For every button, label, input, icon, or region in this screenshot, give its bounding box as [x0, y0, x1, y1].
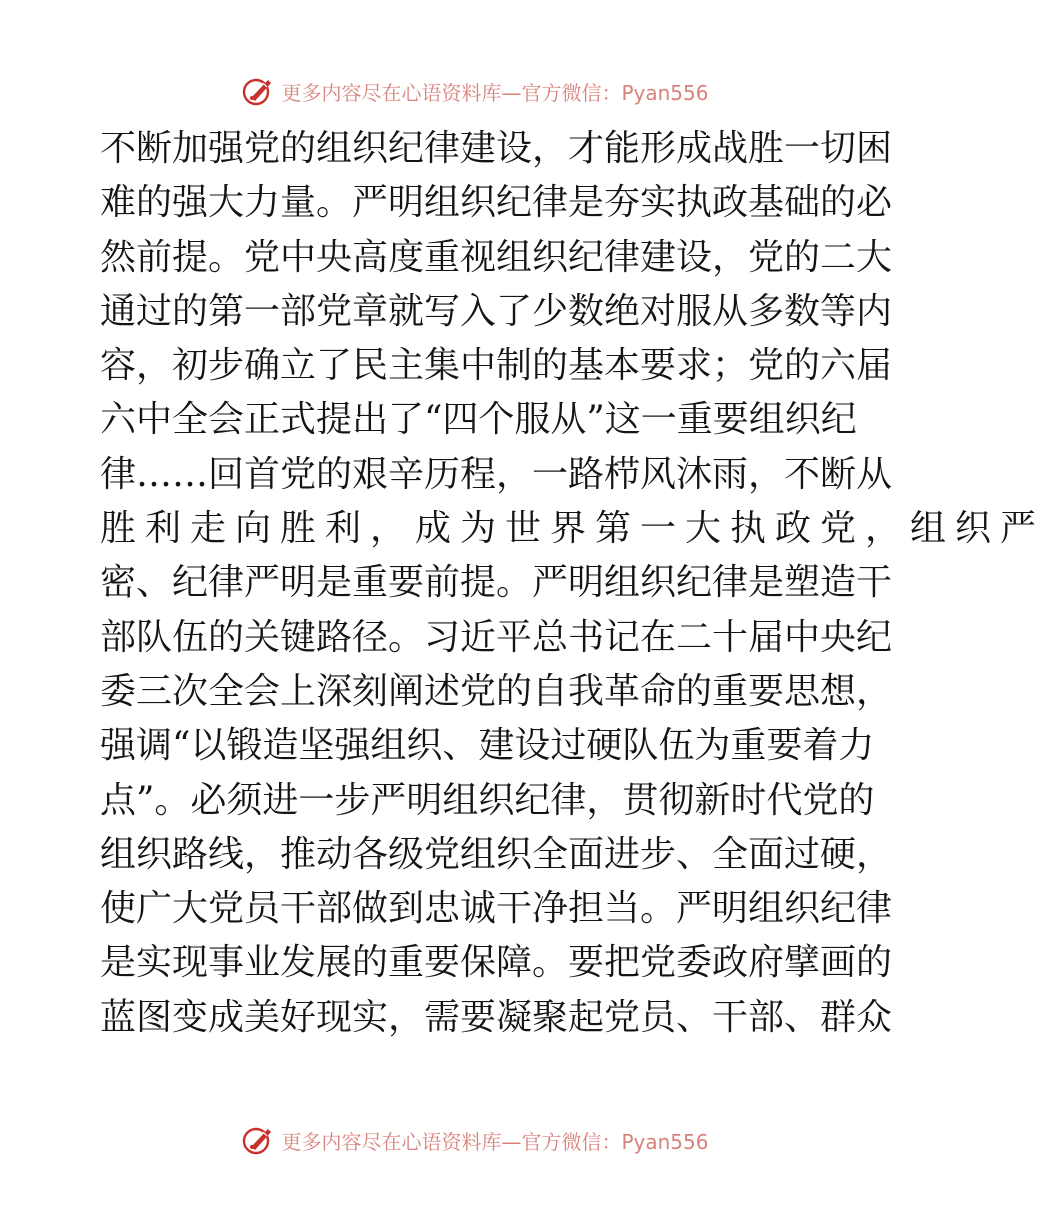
watermark-text: 更多内容尽在心语资料库—官方微信：Pyan556: [281, 1129, 709, 1154]
paragraph-line: 强调“以锻造坚强组织、建设过硬队伍为重要着力: [100, 725, 875, 767]
paragraph-line: 使广大党员干部做到忠诚干净担当。严明组织纪律: [100, 888, 893, 930]
footer-watermark-banner: [0, 1120, 950, 1160]
paragraph-line: 然前提。党中央高度重视组织纪律建设，党的二大: [100, 236, 893, 278]
paragraph-line: 六中全会正式提出了“四个服从”这一重要组织纪: [100, 399, 857, 441]
quill-pen-circle-icon: [241, 74, 275, 108]
watermark-text: 更多内容尽在心语资料库—官方微信：Pyan556: [281, 80, 709, 105]
paragraph-line: 部队伍的关键路径。习近平总书记在二十届中央纪: [100, 616, 893, 658]
paragraph-line: 点”。必须进一步严明组织纪律，贯彻新时代党的: [100, 779, 875, 821]
header-watermark-banner: [0, 71, 950, 111]
paragraph-line: 是实现事业发展的重要保障。要把党委政府擘画的: [100, 942, 893, 984]
document-body: [100, 122, 1045, 1045]
paragraph-line: 律……回首党的艰辛历程，一路栉风沐雨，不断从: [100, 453, 893, 495]
paragraph-line: 难的强大力量。严明组织纪律是夯实执政基础的必: [100, 182, 893, 224]
paragraph-line: 通过的第一部党章就写入了少数绝对服从多数等内: [100, 290, 893, 332]
paragraph-line: 不断加强党的组织纪律建设，才能形成战胜一切困: [100, 128, 893, 169]
paragraph-line: 蓝图变成美好现实，需要凝聚起党员、干部、群众: [100, 996, 893, 1038]
quill-pen-circle-icon: [241, 1123, 275, 1157]
paragraph-line: 组织路线，推动各级党组织全面进步、全面过硬，: [100, 833, 893, 875]
paragraph-line: 容，初步确立了民主集中制的基本要求；党的六届: [100, 345, 893, 387]
paragraph-line: 胜利走向胜利，成为世界第一大执政党，组织严: [100, 508, 1045, 550]
paragraph-line: 密、纪律严明是重要前提。严明组织纪律是塑造干: [100, 562, 893, 604]
paragraph-line: 委三次全会上深刻阐述党的自我革命的重要思想，: [100, 670, 893, 712]
